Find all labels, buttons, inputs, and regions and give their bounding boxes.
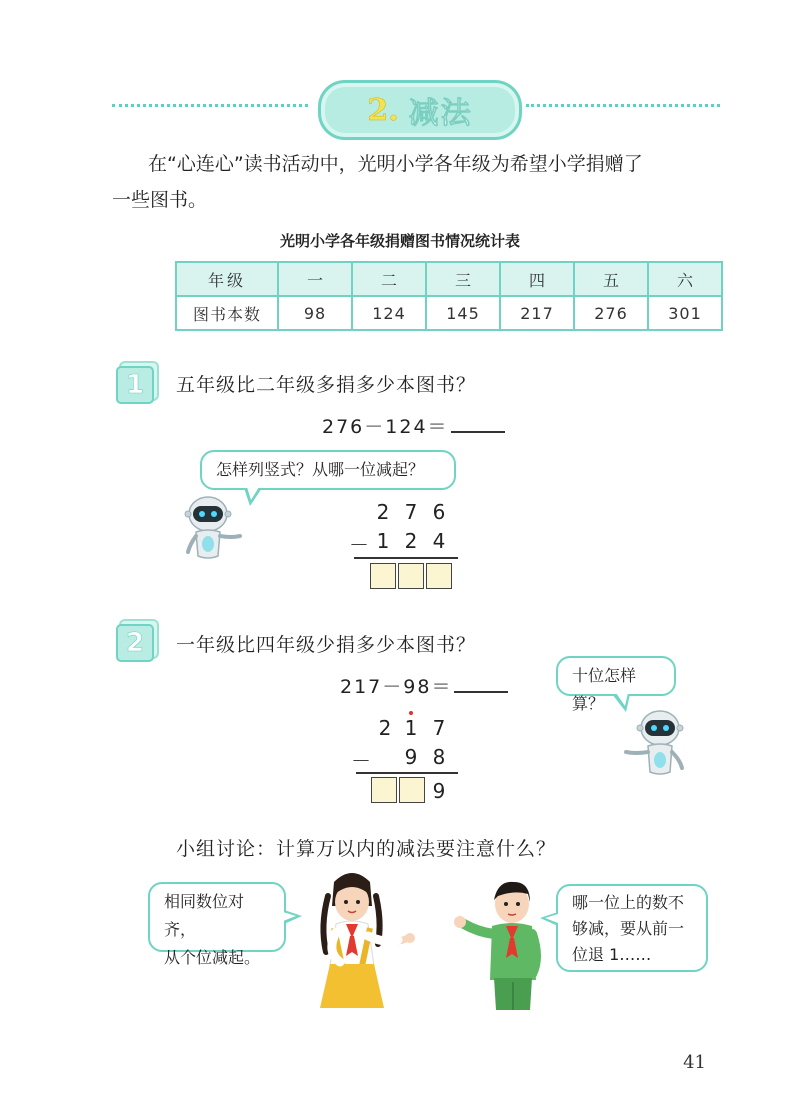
problem-2-badge: 2 [116, 624, 154, 662]
p2-top-digit: 2 [378, 716, 392, 740]
p2-result-ones: 9 [432, 779, 446, 803]
robot-bubble-2: 十位怎样算？ [556, 656, 676, 696]
p2-bottom-digit: 9 [404, 745, 418, 769]
p1-top-digit: 7 [404, 500, 418, 524]
girl-bubble-line: 从个位减起。 [164, 948, 261, 967]
p2-bottom-digit: 8 [432, 745, 446, 769]
table-cell-grade: 六 [648, 262, 722, 296]
header-dots-right [526, 104, 720, 107]
table-row-label: 年级 [176, 262, 278, 296]
page-number: 41 [683, 1052, 706, 1073]
p1-top-digit: 6 [432, 500, 446, 524]
p2-top-digit: 7 [432, 716, 446, 740]
boy-bubble-line: 够减，要从前一 [572, 919, 685, 938]
intro-line-2: 一些图书。 [112, 189, 208, 211]
table-cell-count: 217 [500, 296, 574, 330]
table-cell-count: 145 [426, 296, 500, 330]
answer-box[interactable] [370, 563, 396, 589]
p1-bottom-digit: 1 [376, 529, 390, 553]
intro-line-1: 在“心连心”读书活动中，光明小学各年级为希望小学捐赠了 [148, 153, 643, 175]
discussion-prompt: 小组讨论：计算万以内的减法要注意什么？ [176, 838, 557, 860]
p2-minus-sign: － [351, 749, 371, 773]
girl-speech-bubble [148, 882, 286, 967]
p2-top-digit: 1 [404, 716, 418, 740]
table-cell-grade: 一 [278, 262, 352, 296]
p1-top-digit: 2 [376, 500, 390, 524]
robot-bubble-1: 怎样列竖式？从哪一位减起？ [200, 450, 456, 490]
p1-sum-line [354, 557, 458, 559]
problem-1-badge: 1 [116, 366, 154, 404]
robot-bubble-1-tail-fill [247, 487, 259, 500]
boy-bubble-line: 哪一位上的数不 [572, 893, 685, 912]
boy-bubble-line: 位退 1…… [572, 945, 652, 964]
girl-bubble-tail-fill [283, 912, 296, 921]
header-dots-left [112, 104, 308, 107]
boy-student-illustration [448, 874, 548, 1010]
problem-1-equation [322, 412, 505, 439]
table-row-label: 图书本数 [176, 296, 278, 330]
section-title-text: 减法 [408, 96, 473, 131]
p1-bottom-digit: 2 [404, 529, 418, 553]
table-row [176, 262, 722, 296]
table-cell-grade: 五 [574, 262, 648, 296]
robot-icon [620, 706, 694, 780]
table-cell-count: 124 [352, 296, 426, 330]
problem-1-question: 五年级比二年级多捐多少本图书？ [176, 374, 477, 396]
section-title [318, 80, 522, 140]
girl-student-illustration [312, 866, 422, 1010]
table-cell-count: 301 [648, 296, 722, 330]
table-cell-count: 98 [278, 296, 352, 330]
table-caption: 光明小学各年级捐赠图书情况统计表 [279, 232, 520, 250]
problem-2-question: 一年级比四年级少捐多少本图书？ [176, 634, 477, 656]
answer-box[interactable] [426, 563, 452, 589]
p1-bottom-digit: 4 [432, 529, 446, 553]
table-cell-count: 276 [574, 296, 648, 330]
answer-box[interactable] [399, 777, 425, 803]
table-cell-grade: 三 [426, 262, 500, 296]
problem-2-equation-text: 217－98＝ [340, 676, 453, 698]
problem-1-equation-text: 276－124＝ [322, 416, 449, 438]
problem-2-equation [340, 672, 508, 699]
borrow-dot [409, 711, 413, 715]
table-row [176, 296, 722, 330]
section-number: 2. [367, 92, 399, 128]
answer-blank[interactable] [451, 413, 505, 433]
girl-bubble-line: 相同数位对齐， [164, 892, 245, 939]
robot-icon [174, 492, 246, 564]
donation-table [175, 261, 723, 331]
table-cell-grade: 四 [500, 262, 574, 296]
p1-minus-sign: － [349, 533, 369, 557]
answer-box[interactable] [398, 563, 424, 589]
p2-sum-line [356, 772, 458, 774]
robot-bubble-2-tail-fill [616, 693, 628, 706]
answer-blank[interactable] [454, 673, 508, 693]
table-cell-grade: 二 [352, 262, 426, 296]
answer-box[interactable] [371, 777, 397, 803]
boy-speech-bubble [556, 884, 708, 972]
